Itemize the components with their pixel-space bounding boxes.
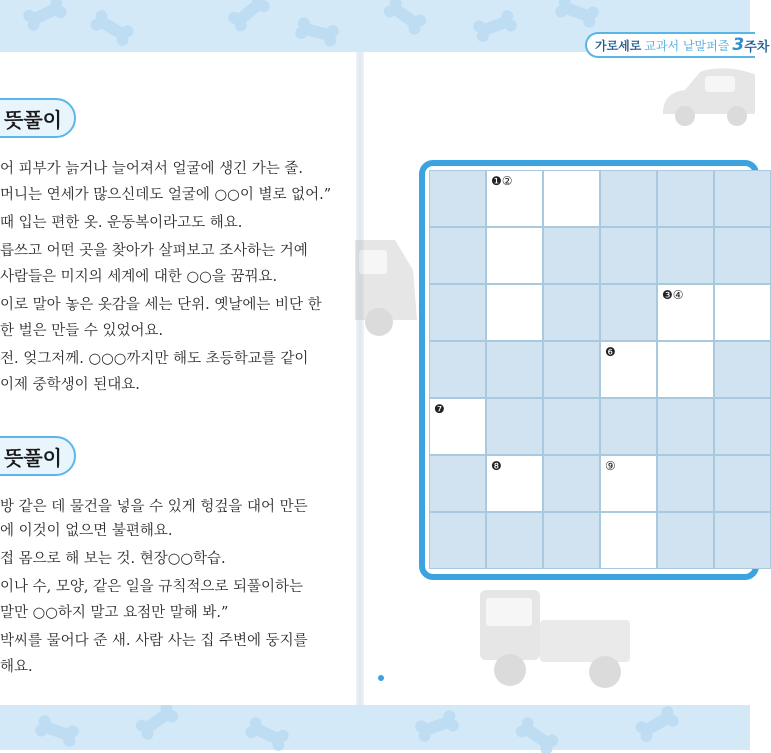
section-label-text: 뜻풀이	[4, 107, 62, 132]
header-title: 가로세로	[595, 38, 642, 53]
puzzle-blocked-cell	[543, 341, 600, 398]
clue-number: ❼	[434, 402, 445, 416]
section-label-clues-1	[0, 98, 76, 138]
book-gutter	[356, 52, 364, 705]
car-illustration-icon	[655, 62, 755, 132]
puzzle-answer-cell[interactable]	[543, 170, 600, 227]
clue-line: 사람들은 미지의 세계에 대한 ○○을 꿈꿔요.	[0, 269, 278, 285]
puzzle-blocked-cell	[600, 170, 657, 227]
puzzle-answer-cell[interactable]	[486, 284, 543, 341]
puzzle-answer-cell[interactable]	[714, 284, 771, 341]
clue-line: 박씨를 물어다 준 새. 사람 사는 집 주변에 둥지를	[0, 633, 308, 649]
puzzle-blocked-cell	[543, 398, 600, 455]
clue-line: 이나 수, 모양, 같은 일을 규칙적으로 되풀이하는	[0, 579, 304, 595]
puzzle-answer-cell[interactable]	[657, 341, 714, 398]
puzzle-blocked-cell	[657, 455, 714, 512]
puzzle-blocked-cell	[486, 341, 543, 398]
truck-illustration-icon	[355, 210, 425, 340]
puzzle-blocked-cell	[543, 227, 600, 284]
puzzle-blocked-cell	[714, 341, 771, 398]
puzzle-answer-cell[interactable]	[486, 170, 543, 227]
puzzle-blocked-cell	[657, 398, 714, 455]
puzzle-blocked-cell	[714, 455, 771, 512]
clue-line: 해요.	[0, 659, 33, 675]
puzzle-blocked-cell	[429, 170, 486, 227]
puzzle-blocked-cell	[714, 227, 771, 284]
clue-line: 이제 중학생이 된대요.	[0, 377, 140, 393]
puzzle-blocked-cell	[429, 341, 486, 398]
clue-line: 어 피부가 늙거나 늘어져서 얼굴에 생긴 가는 줄.	[0, 161, 304, 177]
puzzle-answer-cell[interactable]	[429, 398, 486, 455]
puzzle-blocked-cell	[600, 227, 657, 284]
clue-line: 한 벌은 만들 수 있었어요.	[0, 323, 164, 339]
clue-line: 전. 엊그저께. ○○○까지만 해도 초등학교를 같이	[0, 351, 309, 367]
puzzle-blocked-cell	[657, 227, 714, 284]
puzzle-blocked-cell	[714, 170, 771, 227]
puzzle-answer-cell[interactable]	[657, 284, 714, 341]
puzzle-blocked-cell	[486, 398, 543, 455]
clue-line: 접 몸으로 해 보는 것. 현장○○학습.	[0, 551, 226, 567]
clue-line: 때 입는 편한 옷. 운동복이라고도 해요.	[0, 215, 243, 231]
puzzle-blocked-cell	[714, 512, 771, 569]
week-number: 3	[732, 35, 745, 55]
puzzle-blocked-cell	[486, 512, 543, 569]
clue-line: 에 이것이 없으면 불편해요.	[0, 523, 173, 539]
puzzle-blocked-cell	[429, 512, 486, 569]
puzzle-answer-cell[interactable]	[600, 512, 657, 569]
puzzle-answer-cell[interactable]	[600, 455, 657, 512]
puzzle-blocked-cell	[714, 398, 771, 455]
puzzle-answer-cell[interactable]	[486, 227, 543, 284]
puzzle-blocked-cell	[600, 398, 657, 455]
clue-number: ❸④	[662, 288, 684, 302]
clue-number: ❻	[605, 345, 616, 359]
puzzle-blocked-cell	[429, 284, 486, 341]
clue-line: 방 같은 데 물건을 넣을 수 있게 헝겊을 대어 만든	[0, 499, 308, 515]
puzzle-blocked-cell	[657, 512, 714, 569]
page-indicator-dot	[378, 675, 384, 681]
clue-number: ⑨	[605, 459, 616, 473]
puzzle-blocked-cell	[657, 170, 714, 227]
clue-line: 이로 말아 놓은 옷감을 세는 단위. 옛날에는 비단 한	[0, 297, 322, 313]
puzzle-blocked-cell	[429, 227, 486, 284]
puzzle-blocked-cell	[543, 284, 600, 341]
puzzle-blocked-cell	[543, 455, 600, 512]
puzzle-blocked-cell	[600, 284, 657, 341]
clue-line: 머니는 연세가 많으신데도 얼굴에 ○○이 별로 없어.”	[0, 187, 332, 203]
truck-illustration-icon	[470, 580, 640, 695]
puzzle-answer-cell[interactable]	[486, 455, 543, 512]
puzzle-blocked-cell	[429, 455, 486, 512]
header-subtitle: 교과서 낱말퍼즐	[644, 38, 730, 53]
clue-line: 릅쓰고 어떤 곳을 찾아가 살펴보고 조사하는 거예	[0, 243, 308, 259]
week-suffix: 주차	[744, 39, 770, 55]
crossword-grid	[429, 170, 771, 569]
puzzle-answer-cell[interactable]	[600, 341, 657, 398]
puzzle-blocked-cell	[543, 512, 600, 569]
clue-number: ❽	[491, 459, 502, 473]
section-label-text: 뜻풀이	[4, 445, 62, 470]
section-label-clues-2	[0, 436, 76, 476]
clue-number: ❶②	[491, 174, 513, 188]
clue-line: 말만 ○○하지 말고 요점만 말해 봐.”	[0, 605, 229, 621]
chapter-header-tag	[585, 32, 770, 58]
